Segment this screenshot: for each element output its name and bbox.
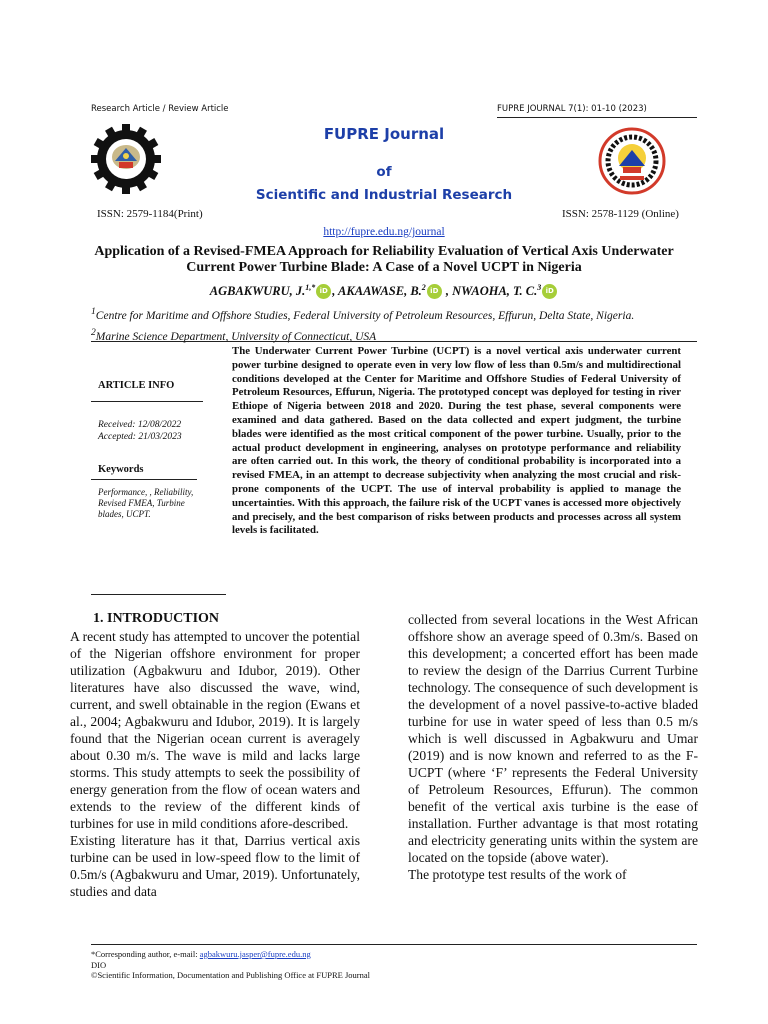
header-rule <box>497 117 697 118</box>
orcid-icon[interactable]: iD <box>542 284 557 299</box>
received-date: Received: 12/08/2022 <box>98 420 182 430</box>
author-sup: 3 <box>537 283 542 292</box>
journal-subtitle: Scientific and Industrial Research <box>255 187 513 203</box>
author-name: , NWAOHA, T. C. <box>442 284 538 299</box>
orcid-icon[interactable]: iD <box>316 284 331 299</box>
affiliation-num: 1 <box>91 306 96 317</box>
footnote-rule <box>91 944 697 945</box>
body-column-right <box>408 611 698 883</box>
author-sup: 2 <box>421 283 426 292</box>
keywords-heading: Keywords <box>98 464 144 475</box>
orcid-icon[interactable]: iD <box>427 284 442 299</box>
author-name: , AKAAWASE, B. <box>332 284 422 299</box>
email-link[interactable]: agbakwuru.jasper@fupre.edu.ng <box>199 949 311 959</box>
body-column-left <box>70 628 360 900</box>
article-info-heading: ARTICLE INFO <box>98 380 175 391</box>
author-list <box>0 283 768 299</box>
affiliation-num: 2 <box>91 327 96 338</box>
affiliation-text: Marine Science Department, University of Connecticut, USA <box>95 330 377 343</box>
copyright: ©Scientific Information, Documentation and Publishing Office at FUPRE Journal <box>91 970 370 980</box>
issn-online: ISSN: 2578-1129 (Online) <box>562 208 679 220</box>
paragraph: Existing literature has it that, Darrius vertical axis turbine can be used in low-speed flow to the limit of 0.5m/s (Agbakwuru and Umar, 2019). Unfortunately, studies and data <box>70 833 360 899</box>
issn-print: ISSN: 2579-1184(Print) <box>97 208 203 220</box>
corresponding-label: *Corresponding author, e-mail: <box>91 949 200 959</box>
author-sup: 1,* <box>305 283 316 292</box>
article-type: Research Article / Review Article <box>91 104 229 114</box>
keywords-rule <box>91 479 197 480</box>
corresponding-author <box>91 949 311 959</box>
keywords-list: Performance, , Reliability, Revised FMEA, Turbine blades, UCPT. <box>98 487 194 519</box>
journal-url-link[interactable]: http://fupre.edu.ng/journal <box>323 226 445 238</box>
author-name: AGBAKWURU, J. <box>209 284 306 299</box>
paragraph: A recent study has attempted to uncover the potential of the Nigerian offshore environment for proper utilization (Agbakwuru and Idubor, 2019). Other literatures have also discussed the wave, wind, current, and swell obtainable in the region (Ewans et al., 2004; Agbakwuru and Idubor, 2019). It is largely found that the Nigerian ocean current is averagely about 0.30 m/s. The wave is mild and lacks large storms. This study attempts to seek the possibility of energy generation from the flow of ocean waters and extends to the review of the different kinds of turbines for use in mild conditions afore-described. <box>70 629 360 831</box>
introduction-heading: 1. INTRODUCTION <box>93 611 220 626</box>
paragraph: The prototype test results of the work of <box>408 867 627 882</box>
journal-name: FUPRE Journal <box>323 125 445 143</box>
paragraph: collected from several locations in the West African offshore show an average speed of 0.3m/s. Based on this development; a concerted effort has been made to review the design of the Darrius Current Turbine technology. The consequence of such development is the development of a novel passive-to-active bladed turbine for use in water speed of less than 0.5 m/s which is well discussed in Agbakwuru and Umar (2019) and is now known and referred to as the F-UCPT (where ‘F’ represents the Federal University of Petroleum Resources, Effurun). The common benefit of the vertical axis turbine is the ease of installation. Further advantage is that most rotating and electricity generating units within the system are located on the topside (above water). <box>408 612 698 865</box>
section-rule <box>91 594 226 595</box>
journal-of: of <box>376 164 392 180</box>
dio-label: DIO <box>91 960 107 970</box>
accepted-date: Accepted: 21/03/2023 <box>98 432 182 442</box>
article-info-rule <box>91 401 203 402</box>
paper-title: Application of a Revised-FMEA Approach for Reliability Evaluation of Vertical Axis Underwater Current Power Turbine Blade: A Case of a Novel UCPT in Nigeria <box>94 244 674 275</box>
journal-reference: FUPRE JOURNAL 7(1): 01-10 (2023) <box>497 104 647 114</box>
affiliation-text: Centre for Maritime and Offshore Studies, Federal University of Petroleum Resources, Effurun, Delta State, Nigeria. <box>95 309 635 322</box>
affiliation-rule <box>91 341 697 342</box>
affiliation-1 <box>91 306 634 322</box>
abstract: The Underwater Current Power Turbine (UCPT) is a novel vertical axis underwater current power turbine designed to operate even in very low flow of less than 0.5m/s and multidirectional conditions developed at the Center for Maritime and Offshore Studies of Federal University of Petroleum Resources, Effurun, Nigeria. The prototyped concept was deployed for testing in river Ethiope of Nigeria between 2018 and 2020. During the test phase, several components were examined and data gathered. Based on the data collected and expert judgment, the turbine blades were identified as the most critical component of the power turbine. Usually, prior to the actual product development in engineering, analyses on prototype performance and reliability are often carried out. In this work, the theory of conditional probability is incorporated into a revised FMEA, in an attempt to decrease subjectivity when analyzing the most crucial and risk-prone components of the UCPT. The use of interval probability is applied to manage the uncertainties. With this approach, the failure risk of the UCPT vanes is accessed more objectively and precisely, and the best comparison of risks between products and processes across all system levels is facilitated. <box>232 345 681 537</box>
